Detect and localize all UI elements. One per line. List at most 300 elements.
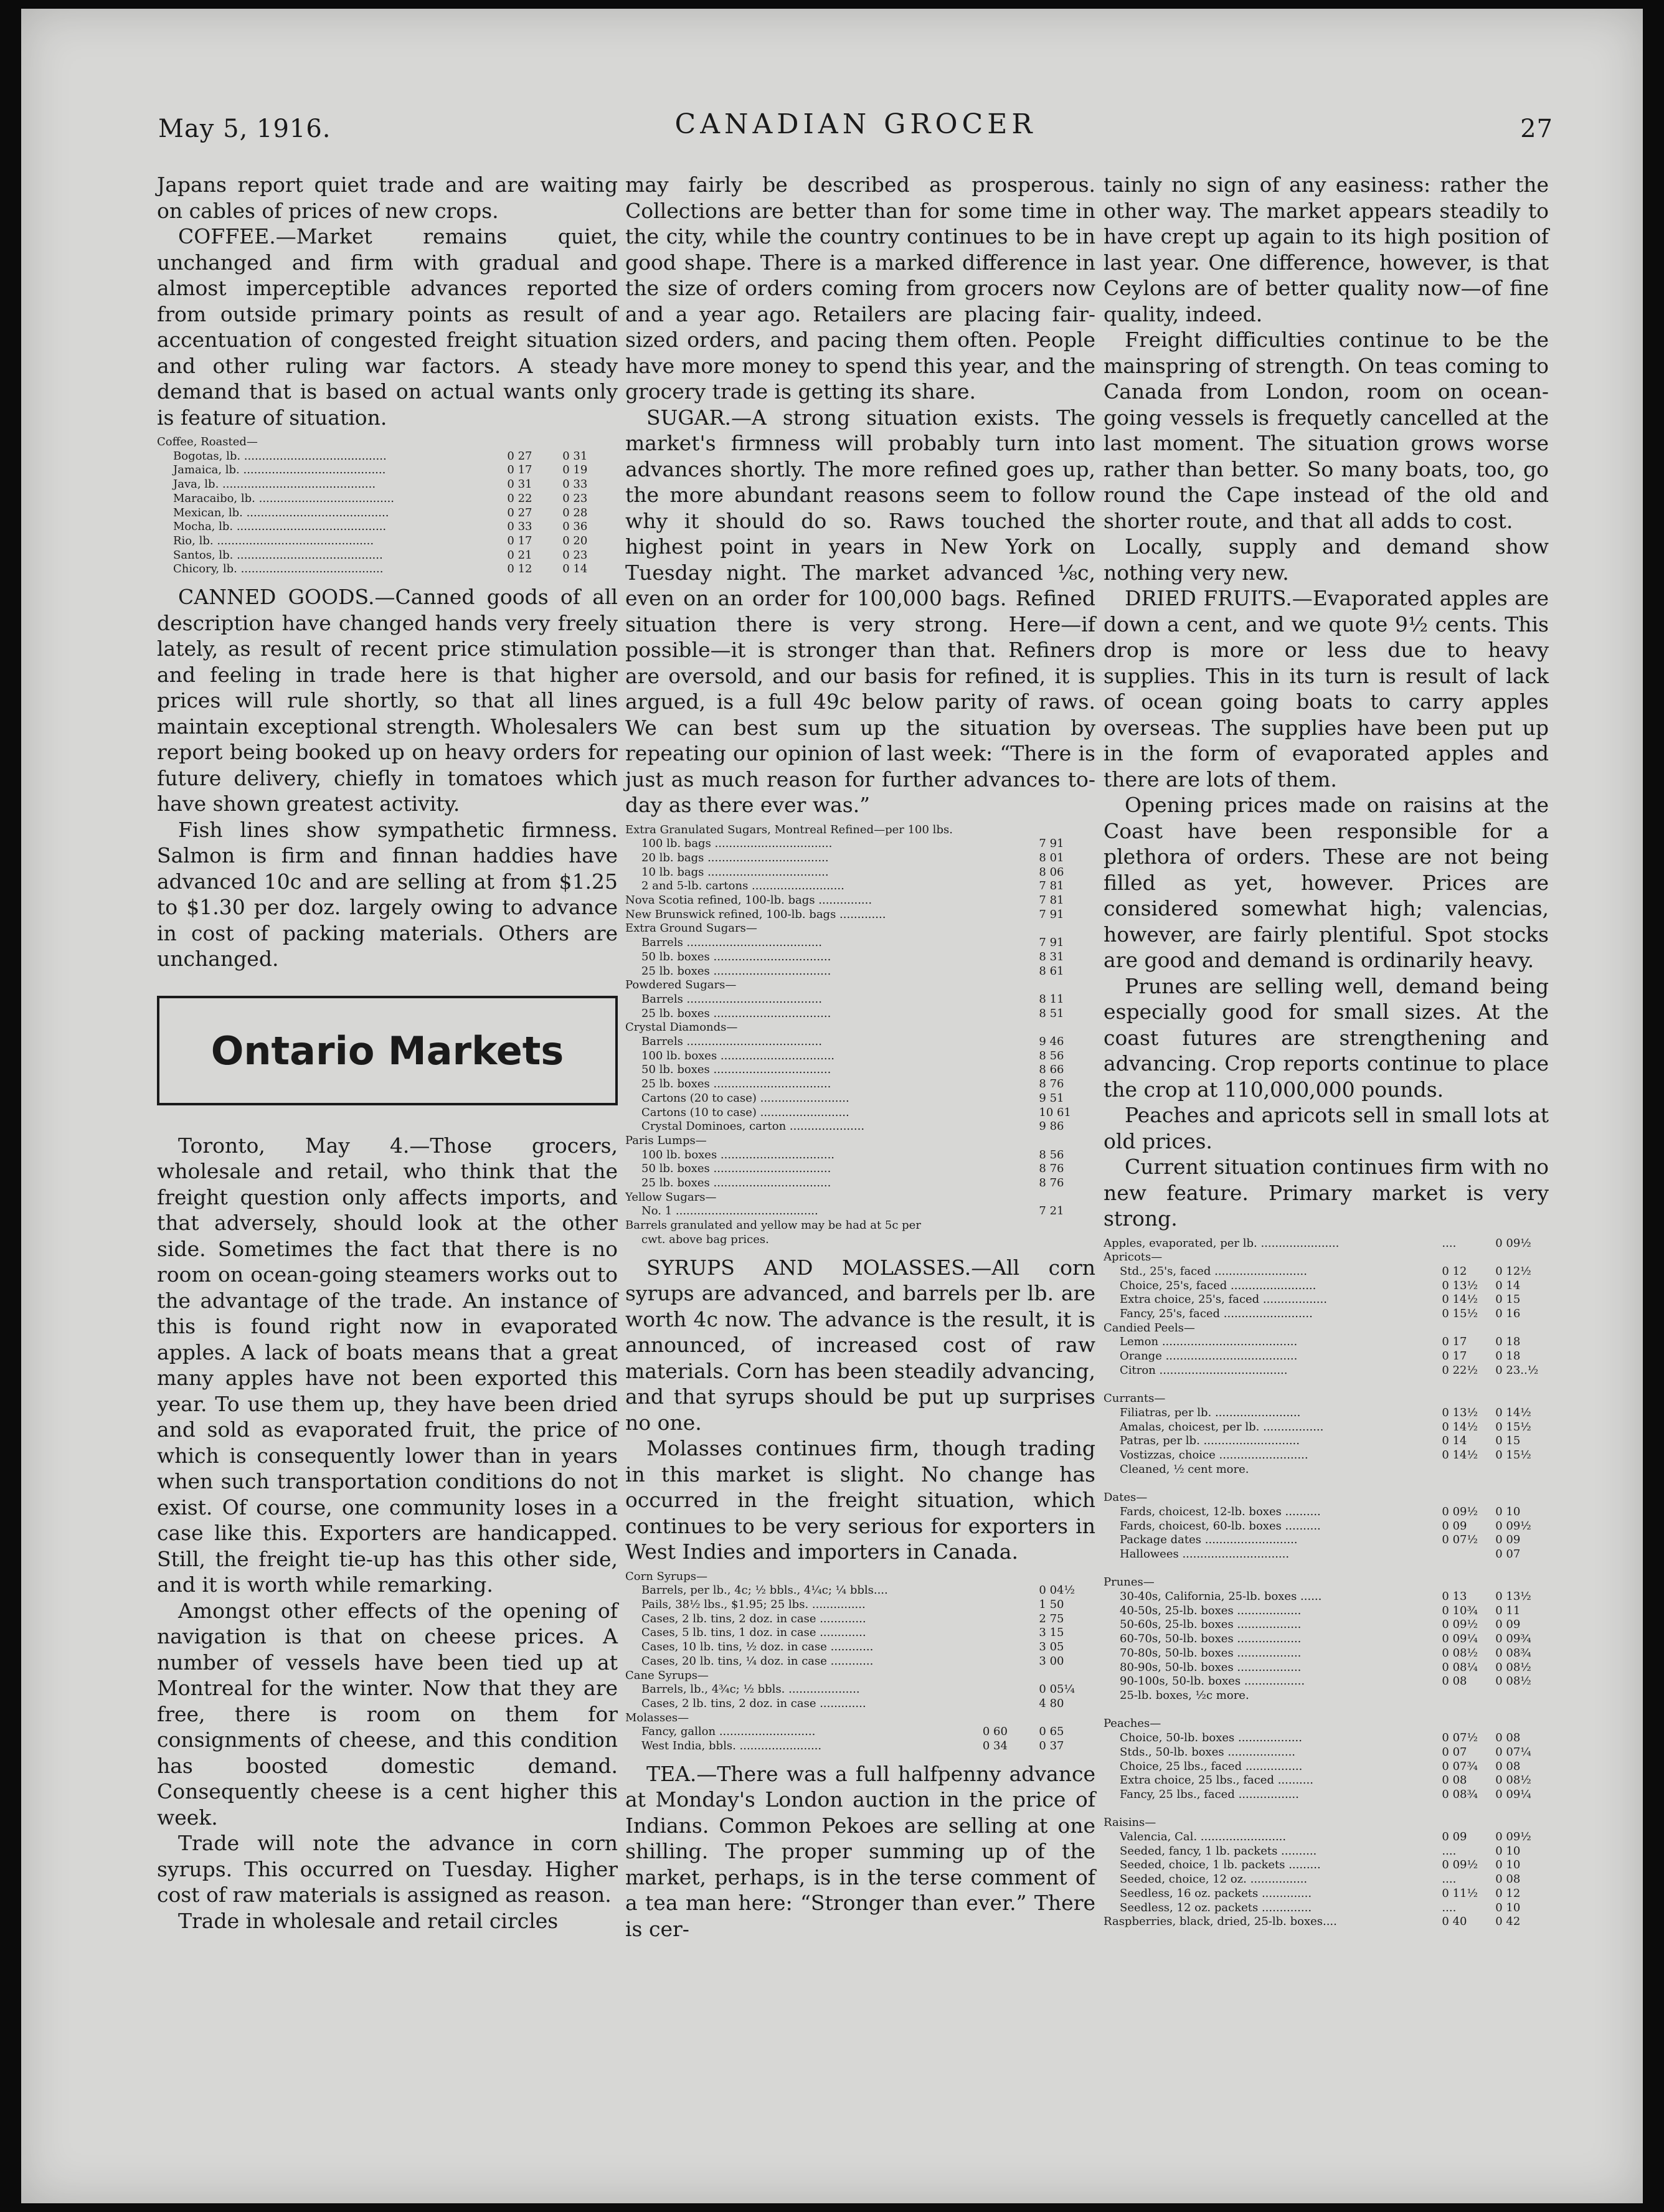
page-number: 27 xyxy=(1520,115,1553,143)
item-label: 30-40s, California, 25-lb. boxes ...... xyxy=(1120,1590,1322,1604)
table-row xyxy=(157,506,618,521)
item-label: Extra choice, 25 lbs., faced .......... xyxy=(1120,1774,1313,1787)
item-price: 0 09½ xyxy=(1442,1505,1478,1518)
table-row xyxy=(625,965,1095,979)
table-row xyxy=(1104,1463,1549,1477)
item-price: 0 08½ xyxy=(1442,1646,1478,1660)
item-label xyxy=(1104,1802,1442,1817)
item-label: 25 lb. boxes ................................. xyxy=(641,1176,831,1190)
item-price xyxy=(1039,1219,1095,1233)
paragraph-japans: Japans report quiet trade and are waiting on cables of prices of new crops. xyxy=(157,173,618,223)
item-label: 50 lb. boxes ................................. xyxy=(641,1162,831,1176)
table-row xyxy=(1104,1788,1549,1802)
ontario-markets-box xyxy=(157,996,618,1105)
syrup-price-table xyxy=(625,1570,1095,1754)
item-price xyxy=(1039,978,1095,993)
item-price: 0 09¼ xyxy=(1495,1787,1531,1801)
item-label: 50 lb. boxes ................................. xyxy=(641,1063,831,1077)
item-label: Crystal Dominoes, carton ..................... xyxy=(641,1120,865,1133)
item-label: 80-90s, 50-lb. boxes .................. xyxy=(1120,1660,1302,1674)
item-price: 4 80 xyxy=(1039,1696,1064,1710)
item-label: 25 lb. boxes ................................. xyxy=(641,1077,831,1091)
item-price: 0 07¼ xyxy=(1495,1745,1531,1759)
item-price: 0 22 xyxy=(507,491,532,505)
item-label: Barrels, per lb., 4c; ½ bbls., 4¼c; ¼ bbls.... xyxy=(641,1584,888,1597)
column-2 xyxy=(625,172,1095,1942)
paragraph-prosperous: may fairly be described as prosperous. Collections are better than for some time in the city, while the country continues to be in good shape. There is a marked difference in the size of orders coming from grocers now and a year ago. Retailers are placing fair-sized orders, and pacing them often. People have more money to spend this year, and the grocery trade is getting its share. xyxy=(625,173,1095,404)
item-price: .... xyxy=(1442,1236,1457,1250)
item-price: 0 09¼ xyxy=(1442,1632,1478,1646)
item-label: Raspberries, black, dried, 25-lb. boxes.... xyxy=(1104,1915,1337,1929)
item-price xyxy=(1442,1463,1495,1477)
item-price: 0 09 xyxy=(1442,1519,1467,1533)
table-row xyxy=(1104,1477,1549,1491)
item-price: 0 08 xyxy=(1495,1731,1521,1745)
item-price: 8 76 xyxy=(1039,1077,1064,1091)
item-price: 0 23 xyxy=(562,548,588,562)
table-row xyxy=(157,435,618,450)
table-row xyxy=(157,450,618,464)
table-row xyxy=(1104,1717,1549,1731)
item-label: Lemon ...................................... xyxy=(1120,1335,1298,1349)
item-price xyxy=(983,1669,1039,1683)
item-price: 0 09½ xyxy=(1442,1858,1478,1872)
item-label: New Brunswick refined, 100-lb. bags ............. xyxy=(625,907,886,921)
table-row xyxy=(1104,1703,1549,1718)
item-price xyxy=(1442,1477,1495,1491)
item-label: Cartons (20 to case) ......................... xyxy=(641,1091,849,1105)
paragraph-sugar: SUGAR.—A strong situation exists. The market's firmness will probably turn into advances shortly. The more refined goes up, the more abundant reasons seem to follow why it should do so. Raws touched the highest point in years in New York on Tuesday night. The market advanced ⅛c, even on an order for 100,000 bags. Refined situation there is very strong. Here—if possible—it is stronger than that. Refiners are oversold, and our basis for refined, it is argued, is a full 49c below parity of raws. We can best sum up the situation by repeating our opinion of last week: “There is just as much reason for further advances to-day as there ever was.” xyxy=(625,405,1095,817)
table-row xyxy=(1104,1647,1549,1661)
item-price xyxy=(1442,1802,1495,1817)
item-label xyxy=(1104,1378,1442,1392)
table-row xyxy=(625,1191,1095,1205)
item-price: 3 15 xyxy=(1039,1626,1064,1640)
item-price: 0 33 xyxy=(507,520,532,534)
table-row xyxy=(1104,1265,1549,1279)
table-row xyxy=(1104,1887,1549,1901)
item-label: Cases, 2 lb. tins, 2 doz. in case ............. xyxy=(641,1696,866,1710)
item-price: 0 17 xyxy=(507,534,532,547)
item-price: 0 18 xyxy=(1495,1349,1521,1363)
table-row xyxy=(1104,1830,1549,1845)
item-price xyxy=(1495,1477,1549,1491)
table-row xyxy=(625,894,1095,908)
item-label: Amalas, choicest, per lb. ................. xyxy=(1120,1420,1324,1434)
table-row xyxy=(625,1021,1095,1035)
publication-title: CANADIAN GROCER xyxy=(674,108,1037,140)
item-label: Peaches— xyxy=(1104,1717,1161,1731)
table-row xyxy=(625,837,1095,851)
sugar-price-table xyxy=(625,823,1095,1247)
item-price: 0 14½ xyxy=(1495,1406,1531,1419)
item-price xyxy=(983,1711,1039,1726)
table-row xyxy=(625,1683,1095,1697)
paragraph-tea: TEA.—There was a full halfpenny advance at Monday's London auction in the price of Indians. Common Pekoes are selling at one shilling. The proper summing up of the market, perhaps, is in the terse comment of a tea man here: “Stronger than ever.” There is cer- xyxy=(625,1761,1095,1941)
item-price: 0 09 xyxy=(1495,1618,1521,1632)
table-row xyxy=(1104,1746,1549,1760)
item-price: 0 10¾ xyxy=(1442,1604,1478,1617)
item-price: 0 09½ xyxy=(1495,1519,1531,1533)
table-row xyxy=(625,1035,1095,1049)
item-label: Apples, evaporated, per lb. ...................... xyxy=(1104,1236,1340,1250)
table-row xyxy=(1104,1364,1549,1378)
table-row xyxy=(1104,1279,1549,1293)
table-row xyxy=(157,520,618,534)
item-label xyxy=(1104,1562,1442,1576)
table-row xyxy=(625,1063,1095,1077)
table-row xyxy=(625,1120,1095,1134)
item-price: 0 17 xyxy=(1442,1349,1467,1363)
paragraph-molasses: Molasses continues firm, though trading in this market is slight. No change has occurred in the freight situation, which continues to be very serious for exporters in West Indies and importers in Canada. xyxy=(625,1436,1095,1564)
table-row xyxy=(625,1697,1095,1711)
item-label: Cases, 5 lb. tins, 1 doz. in case ............. xyxy=(641,1626,866,1640)
paragraph-trade-circles: Trade in wholesale and retail circles xyxy=(178,1908,559,1933)
item-price: 0 14 xyxy=(1442,1434,1467,1448)
item-price: 8 06 xyxy=(1039,865,1064,879)
table-row xyxy=(625,1204,1095,1219)
item-label: 25 lb. boxes ................................. xyxy=(641,964,831,978)
item-price: 9 51 xyxy=(1039,1091,1064,1105)
table-row xyxy=(625,1077,1095,1092)
item-label: Extra Granulated Sugars, Montreal Refined—per 100 lbs. xyxy=(625,823,953,836)
item-price: 0 27 xyxy=(507,449,532,463)
table-row xyxy=(1104,1406,1549,1420)
item-price xyxy=(1442,1816,1495,1830)
item-label: Orange ..................................... xyxy=(1120,1349,1298,1363)
table-row xyxy=(1104,1349,1549,1364)
item-price xyxy=(1495,1378,1549,1392)
item-label: Apricots— xyxy=(1104,1250,1163,1264)
item-label: Cleaned, ½ cent more. xyxy=(1120,1462,1249,1476)
table-row xyxy=(1104,1618,1549,1632)
item-price: 0 37 xyxy=(1039,1739,1064,1753)
item-label: West India, bbls. ....................... xyxy=(641,1739,822,1753)
coffee-price-table xyxy=(157,435,618,577)
item-price xyxy=(1442,1321,1495,1336)
table-row xyxy=(1104,1802,1549,1817)
item-price xyxy=(983,1570,1039,1584)
item-price: 0 08½ xyxy=(1495,1660,1531,1674)
item-price xyxy=(1442,1703,1495,1718)
table-row xyxy=(1104,1491,1549,1505)
table-row xyxy=(625,1570,1095,1584)
item-price: 0 28 xyxy=(562,506,588,519)
column-3 xyxy=(1104,172,1549,1937)
dried-fruit-price-table xyxy=(1104,1237,1549,1929)
item-price: 0 40 xyxy=(1442,1915,1467,1929)
table-row xyxy=(625,1640,1095,1655)
table-row xyxy=(625,922,1095,936)
table-row xyxy=(1104,1774,1549,1788)
table-row xyxy=(1104,1604,1549,1619)
item-price xyxy=(1495,1717,1549,1731)
item-label: Corn Syrups— xyxy=(625,1569,707,1583)
item-price xyxy=(1495,1392,1549,1406)
item-price: .... xyxy=(1442,1844,1457,1858)
item-label: Dates— xyxy=(1104,1491,1148,1505)
item-label: Barrels ...................................... xyxy=(641,992,822,1006)
item-price xyxy=(1442,1491,1495,1505)
item-label: Paris Lumps— xyxy=(625,1133,707,1147)
item-label: Raisins— xyxy=(1104,1816,1156,1830)
item-price xyxy=(983,1683,1039,1697)
item-label: Barrels, lb., 4¾c; ½ bbls. .................... xyxy=(641,1683,860,1696)
item-label: 60-70s, 50-lb. boxes .................. xyxy=(1120,1632,1302,1646)
item-price: .... xyxy=(1442,1901,1457,1914)
table-row xyxy=(1104,1335,1549,1349)
item-price: 0 07¾ xyxy=(1442,1759,1478,1773)
item-label: Vostizzas, choice ......................... xyxy=(1120,1449,1308,1462)
item-label: Bogotas, lb. ........................................ xyxy=(173,449,387,463)
item-price: 8 61 xyxy=(1039,964,1064,978)
item-price: 0 42 xyxy=(1495,1915,1521,1929)
table-row xyxy=(157,463,618,478)
table-row xyxy=(1104,1760,1549,1774)
table-row xyxy=(625,936,1095,950)
item-price: 9 86 xyxy=(1039,1120,1064,1133)
item-label: 100 lb. boxes ................................ xyxy=(641,1148,835,1161)
item-price: 0 33 xyxy=(562,478,588,491)
table-row xyxy=(625,1219,1095,1233)
item-price: 0 08 xyxy=(1442,1675,1467,1688)
item-price: 0 07 xyxy=(1442,1745,1467,1759)
item-label: Molasses— xyxy=(625,1711,689,1724)
item-label: 50 lb. boxes ................................. xyxy=(641,950,831,963)
item-label: Prunes— xyxy=(1104,1576,1155,1589)
item-label: Currants— xyxy=(1104,1392,1166,1406)
item-price xyxy=(983,1584,1039,1598)
table-row xyxy=(1104,1250,1549,1265)
item-price xyxy=(1442,1378,1495,1392)
item-label: Citron .................................... xyxy=(1120,1363,1288,1377)
item-price: 0 12 xyxy=(1495,1886,1521,1900)
item-price: 0 14 xyxy=(1495,1279,1521,1292)
item-label: Fards, choicest, 60-lb. boxes .......... xyxy=(1120,1519,1321,1533)
item-price: 0 14½ xyxy=(1442,1449,1478,1462)
item-price: 7 81 xyxy=(1039,894,1064,907)
item-price: 0 12½ xyxy=(1495,1264,1531,1278)
table-row xyxy=(625,908,1095,922)
item-price xyxy=(1495,1802,1549,1817)
column-1 xyxy=(157,172,618,1934)
page-header xyxy=(158,108,1553,152)
item-label: Seeded, choice, 1 lb. packets ......... xyxy=(1120,1858,1321,1872)
item-price: .... xyxy=(1442,1873,1457,1886)
table-row xyxy=(625,1612,1095,1627)
table-row xyxy=(625,823,1095,838)
item-price xyxy=(1039,1669,1095,1683)
item-price: 0 08½ xyxy=(1495,1675,1531,1688)
item-price: 0 12 xyxy=(507,562,532,576)
table-row xyxy=(1104,1548,1549,1562)
item-price: 0 36 xyxy=(562,520,588,534)
paragraph-prunes: Prunes are selling well, demand being especially good for small sizes. At the coast futures are strengthening and advancing. Crop reports continue to place the crop at 110,000,000 pounds. xyxy=(1104,973,1549,1102)
table-row xyxy=(1104,1816,1549,1830)
item-price xyxy=(1495,1321,1549,1336)
item-price xyxy=(1039,1233,1095,1247)
paragraph-dried-fruits: DRIED FRUITS.—Evaporated apples are down a cent, and we quote 9½ cents. This drop is more or less due to heavy supplies. This in its turn is result of lack of ocean going boats to carry apples overseas. The supplies have been put up in the form of evaporated apples and there are lots of them. xyxy=(1104,586,1549,792)
item-label: 10 lb. bags .................................. xyxy=(641,865,829,879)
paragraph-fish: Fish lines show sympathetic firmness. Salmon is firm and finnan haddies have advanced 10c and are selling at from $1.25 to $1.30 per doz. largely owing to advance in cost of packing materials. Others are unchanged. xyxy=(157,817,618,971)
item-price: 0 15 xyxy=(1495,1434,1521,1448)
table-row xyxy=(625,1584,1095,1598)
item-label: 100 lb. boxes ................................ xyxy=(641,1049,835,1062)
item-label: Fards, choicest, 12-lb. boxes .......... xyxy=(1120,1505,1321,1518)
item-price: 0 31 xyxy=(507,478,532,491)
item-price: 0 12 xyxy=(1442,1264,1467,1278)
item-price xyxy=(1442,1250,1495,1265)
table-row xyxy=(625,993,1095,1007)
item-label: 40-50s, 25-lb. boxes .................. xyxy=(1120,1604,1302,1617)
paragraph-current: Current situation continues firm with no new feature. Primary market is very strong. xyxy=(1104,1155,1549,1231)
item-price: 7 91 xyxy=(1039,837,1064,851)
item-label: Cases, 2 lb. tins, 2 doz. in case ............. xyxy=(641,1612,866,1625)
item-price xyxy=(1039,1021,1095,1035)
item-label: 2 and 5-lb. cartons .......................... xyxy=(641,879,844,893)
section-heading: Ontario Markets xyxy=(210,1028,564,1074)
item-price: 0 23 xyxy=(562,491,588,505)
paragraph-trade: Trade will note the advance in corn syrups. This occurred on Tuesday. Higher cost of raw materials is assigned as reason. xyxy=(157,1831,618,1907)
table-row xyxy=(1104,1307,1549,1321)
item-label: Jamaica, lb. ........................................ xyxy=(173,463,386,477)
item-price: 8 56 xyxy=(1039,1049,1064,1062)
item-label: Fancy, 25 lbs., faced ................. xyxy=(1120,1787,1299,1801)
item-price: 7 91 xyxy=(1039,936,1064,950)
item-price xyxy=(983,1640,1039,1655)
item-price xyxy=(1442,1689,1495,1703)
item-label: Cartons (10 to case) ......................... xyxy=(641,1105,849,1119)
table-row xyxy=(157,562,618,577)
item-price: 0 16 xyxy=(1495,1307,1521,1321)
item-price: 0 08½ xyxy=(1495,1774,1531,1787)
item-price xyxy=(983,1612,1039,1627)
item-label: Cases, 10 lb. tins, ½ doz. in case ............ xyxy=(641,1640,874,1654)
item-price: 7 21 xyxy=(1039,1204,1064,1218)
table-row xyxy=(157,478,618,492)
table-row xyxy=(1104,1901,1549,1916)
item-price xyxy=(1039,1570,1095,1584)
table-row xyxy=(1104,1689,1549,1703)
paragraph-toronto: Toronto, May 4.—Those grocers, wholesale and retail, who think that the freight question only affects imports, and that adversely, should look at the other side. Sometimes the fact that there is no room on ocean-going steamers works out to the advantage of the trade. An instance of this is found right now in evaporated apples. A lack of boats means that a great many apples have not been exported this year. To use them up, they have been dried and sold as evaporated fruit, the price of which is consequently lower than in years when such transportation conditions do not exist. Of course, one community loses in a case like this. Exporters are handicapped. Still, the freight tie-up has this other side, and it is worth while remarking. xyxy=(157,1133,618,1597)
table-row xyxy=(1104,1449,1549,1463)
table-row xyxy=(1104,1661,1549,1675)
item-label: Choice, 25 lbs., faced ................ xyxy=(1120,1759,1303,1773)
item-price: 0 08¾ xyxy=(1495,1646,1531,1660)
item-label: 25 lb. boxes ................................. xyxy=(641,1006,831,1020)
item-price: 0 05¼ xyxy=(1039,1683,1075,1696)
item-label: Santos, lb. ......................................... xyxy=(173,548,383,562)
item-label: Seeded, choice, 12 oz. ................ xyxy=(1120,1873,1308,1886)
table-row xyxy=(1104,1420,1549,1435)
item-price: 0 08 xyxy=(1442,1774,1467,1787)
table-row xyxy=(1104,1505,1549,1520)
item-price: 8 56 xyxy=(1039,1148,1064,1161)
item-label: 50-60s, 25-lb. boxes .................. xyxy=(1120,1618,1302,1632)
item-label: 90-100s, 50-lb. boxes ................. xyxy=(1120,1675,1305,1688)
item-price: 8 31 xyxy=(1039,950,1064,963)
table-row xyxy=(1104,1562,1549,1576)
table-row xyxy=(625,851,1095,866)
item-label: Crystal Diamonds— xyxy=(625,1021,738,1034)
item-label: Fancy, gallon ........................... xyxy=(641,1725,816,1739)
item-label: Barrels ...................................... xyxy=(641,1035,822,1049)
item-price xyxy=(983,1655,1039,1669)
item-price: 0 08¾ xyxy=(1442,1787,1478,1801)
table-row xyxy=(625,1655,1095,1669)
item-price xyxy=(1039,1711,1095,1726)
item-price: 0 08¼ xyxy=(1442,1660,1478,1674)
item-price xyxy=(1495,1463,1549,1477)
item-label: Coffee, Roasted— xyxy=(157,435,258,448)
table-row xyxy=(1104,1873,1549,1887)
paragraph-opening: Opening prices made on raisins at the Coast have been responsible for a plethora of orders. These are not being filled as yet, however. Prices are considered somewhat high; valencias, however, are fairly plentiful. Spot stocks are good and demand is ordinarily heavy. xyxy=(1104,793,1549,972)
item-price xyxy=(1495,1562,1549,1576)
item-label: Hallowees .............................. xyxy=(1120,1547,1290,1561)
item-price: 0 08 xyxy=(1495,1759,1521,1773)
table-row xyxy=(1104,1520,1549,1534)
item-price: 0 15½ xyxy=(1442,1307,1478,1321)
table-row xyxy=(1104,1378,1549,1392)
item-price: 0 15½ xyxy=(1495,1420,1531,1434)
item-price xyxy=(983,1697,1039,1711)
table-row xyxy=(1104,1321,1549,1336)
table-row xyxy=(625,1233,1095,1247)
table-row xyxy=(1104,1392,1549,1406)
table-row xyxy=(1104,1434,1549,1449)
item-price: 0 18 xyxy=(1495,1335,1521,1349)
newspaper-page xyxy=(21,9,1643,2203)
item-price: 0 20 xyxy=(562,534,588,547)
table-row xyxy=(157,534,618,549)
item-price: 0 08 xyxy=(1495,1873,1521,1886)
item-price xyxy=(983,1598,1039,1612)
item-price xyxy=(1039,1191,1095,1205)
item-price: 0 17 xyxy=(507,463,532,477)
item-price: 0 14½ xyxy=(1442,1420,1478,1434)
item-label: Maracaibo, lb. ...................................... xyxy=(173,491,395,505)
item-label: Mexican, lb. ........................................ xyxy=(173,506,389,519)
item-price xyxy=(1442,1548,1495,1562)
item-label: Stds., 50-lb. boxes ................... xyxy=(1120,1745,1296,1759)
item-price: 0 09½ xyxy=(1442,1618,1478,1632)
item-price: 3 05 xyxy=(1039,1640,1064,1654)
item-price xyxy=(1442,1392,1495,1406)
item-label: Candied Peels— xyxy=(1104,1321,1195,1335)
item-price xyxy=(1442,1717,1495,1731)
table-row xyxy=(1104,1533,1549,1548)
item-price: 0 65 xyxy=(1039,1725,1064,1739)
item-label: Package dates .......................... xyxy=(1120,1533,1298,1547)
item-price: 0 10 xyxy=(1495,1844,1521,1858)
table-row xyxy=(625,1007,1095,1021)
table-row xyxy=(157,549,618,563)
table-row xyxy=(157,492,618,506)
item-price: 0 04½ xyxy=(1039,1584,1075,1597)
issue-date: May 5, 1916. xyxy=(158,115,331,143)
item-price xyxy=(1039,1134,1095,1148)
item-label: Extra Ground Sugars— xyxy=(625,922,757,935)
item-price: 0 07½ xyxy=(1442,1533,1478,1547)
item-price xyxy=(1039,922,1095,936)
item-price xyxy=(562,435,618,450)
table-row xyxy=(625,1148,1095,1163)
item-label: Valencia, Cal. ........................ xyxy=(1120,1830,1287,1844)
paragraph-syrups: SYRUPS AND MOLASSES.—All corn syrups are advanced, and barrels per lb. are worth 4c now. The advance is the result, it is announced, of increased cost of raw materials. Corn has been steadily advancing, and that syrups should be put up surprises no one. xyxy=(625,1255,1095,1435)
item-price: 8 66 xyxy=(1039,1063,1064,1077)
item-label: Mocha, lb. .......................................... xyxy=(173,520,387,534)
table-row xyxy=(625,1669,1095,1683)
